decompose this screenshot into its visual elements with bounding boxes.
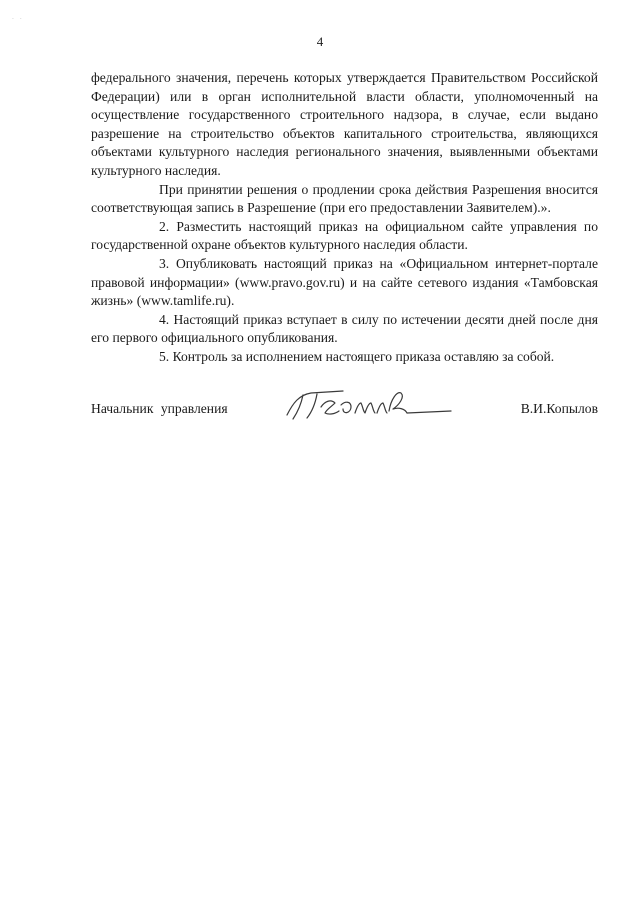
document-body [91,69,598,367]
handwritten-signature [281,385,461,425]
paragraph-continuation: федерального значения, перечень которых утверждается Правительством Российской Федерации) или в орган исполнительной власти области, уполномоченный на осуществление государственного строительного надзора, в случае, если выдано разрешение на строительство объектов капитального строительства, являющихся объектами культурного наследия регионального значения, выявленными объектами культурного наследия. [91,70,598,178]
scan-corner-mark: . . [12,14,24,21]
page-number: 4 [316,34,324,49]
signatory-title: Начальник управления [91,401,228,416]
paragraph-item-3: 3. Опубликовать настоящий приказ на «Официальном интернет-портале правовой информации» (www.pravo.gov.ru) и на сайте сетевого издания «Тамбовская жизнь» (www.tamlife.ru). [91,255,598,309]
paragraph-item-5: 5. Контроль за исполнением настоящего приказа оставляю за собой. [159,348,555,364]
signatory-name: В.И.Копылов [520,401,598,416]
signature-block [91,393,598,433]
paragraph-item-4: 4. Настоящий приказ вступает в силу по истечении десяти дней после дня его первого официального опубликования. [91,311,598,346]
paragraph-extension-note: При принятии решения о продлении срока действия Разрешения вносится соответствующая запись в Разрешение (при его предоставлении Заявителем).». [91,181,598,216]
paragraph-item-2: 2. Разместить настоящий приказ на официальном сайте управления по государственной охране объектов культурного наследия области. [91,218,598,253]
